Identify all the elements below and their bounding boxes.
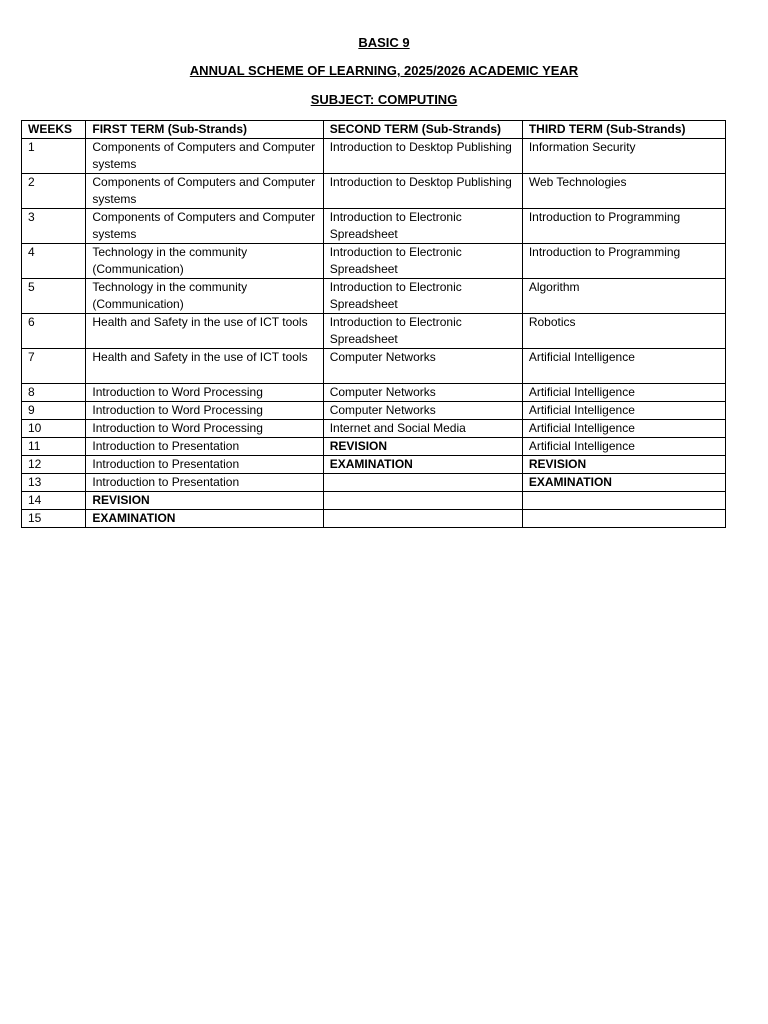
table-row [22, 279, 726, 314]
first-term-cell: Introduction to Presentation [86, 456, 323, 474]
first-term-cell: REVISION [86, 492, 323, 510]
second-term-cell [323, 474, 522, 492]
first-term-cell: EXAMINATION [86, 510, 323, 528]
table-row [22, 510, 726, 528]
week-cell: 4 [22, 244, 86, 279]
first-term-cell: Components of Computers and Computer systems [86, 139, 323, 174]
header-weeks: WEEKS [22, 121, 86, 139]
second-term-cell: Introduction to Electronic Spreadsheet [323, 279, 522, 314]
first-term-cell: Introduction to Word Processing [86, 420, 323, 438]
week-cell: 14 [22, 492, 86, 510]
table-row [22, 384, 726, 402]
week-cell: 2 [22, 174, 86, 209]
week-cell: 11 [22, 438, 86, 456]
third-term-cell: Introduction to Programming [522, 244, 725, 279]
table-row [22, 174, 726, 209]
week-cell: 7 [22, 349, 86, 384]
third-term-cell: Artificial Intelligence [522, 438, 725, 456]
third-term-cell [522, 492, 725, 510]
second-term-cell: Introduction to Desktop Publishing [323, 139, 522, 174]
second-term-cell: Computer Networks [323, 402, 522, 420]
third-term-cell [522, 510, 725, 528]
second-term-cell: Introduction to Electronic Spreadsheet [323, 314, 522, 349]
third-term-cell: Algorithm [522, 279, 725, 314]
first-term-cell: Introduction to Word Processing [86, 384, 323, 402]
document-title: BASIC 9 [358, 35, 410, 50]
second-term-cell [323, 492, 522, 510]
table-row [22, 420, 726, 438]
third-term-cell: Robotics [522, 314, 725, 349]
first-term-cell: Introduction to Presentation [86, 438, 323, 456]
third-term-cell: REVISION [522, 456, 725, 474]
week-cell: 8 [22, 384, 86, 402]
week-cell: 12 [22, 456, 86, 474]
week-cell: 5 [22, 279, 86, 314]
table-header-row [22, 121, 726, 139]
first-term-cell: Introduction to Word Processing [86, 402, 323, 420]
second-term-cell: Computer Networks [323, 349, 522, 384]
table-row [22, 492, 726, 510]
header-third-term: THIRD TERM (Sub-Strands) [522, 121, 725, 139]
table-row [22, 402, 726, 420]
table-row [22, 314, 726, 349]
third-term-cell: Artificial Intelligence [522, 402, 725, 420]
first-term-cell: Health and Safety in the use of ICT tools [86, 349, 323, 384]
table-row [22, 244, 726, 279]
first-term-cell: Introduction to Presentation [86, 474, 323, 492]
table-row [22, 456, 726, 474]
table-row [22, 139, 726, 174]
header-first-term: FIRST TERM (Sub-Strands) [86, 121, 323, 139]
first-term-cell: Components of Computers and Computer systems [86, 209, 323, 244]
second-term-cell: Internet and Social Media [323, 420, 522, 438]
subject-heading: SUBJECT: COMPUTING [310, 92, 458, 107]
table-row [22, 474, 726, 492]
week-cell: 10 [22, 420, 86, 438]
third-term-cell: Artificial Intelligence [522, 349, 725, 384]
third-term-cell: Introduction to Programming [522, 209, 725, 244]
week-cell: 9 [22, 402, 86, 420]
document-subtitle: ANNUAL SCHEME OF LEARNING, 2025/2026 ACADEMIC YEAR [189, 63, 579, 78]
second-term-cell: EXAMINATION [323, 456, 522, 474]
first-term-cell: Health and Safety in the use of ICT tools [86, 314, 323, 349]
first-term-cell: Technology in the community (Communication) [86, 279, 323, 314]
scheme-table [21, 120, 726, 528]
third-term-cell: Artificial Intelligence [522, 420, 725, 438]
second-term-cell: REVISION [323, 438, 522, 456]
week-cell: 1 [22, 139, 86, 174]
week-cell: 13 [22, 474, 86, 492]
second-term-cell: Introduction to Electronic Spreadsheet [323, 244, 522, 279]
third-term-cell: EXAMINATION [522, 474, 725, 492]
week-cell: 6 [22, 314, 86, 349]
first-term-cell: Components of Computers and Computer systems [86, 174, 323, 209]
second-term-cell: Introduction to Desktop Publishing [323, 174, 522, 209]
week-cell: 3 [22, 209, 86, 244]
third-term-cell: Web Technologies [522, 174, 725, 209]
third-term-cell: Artificial Intelligence [522, 384, 725, 402]
first-term-cell: Technology in the community (Communication) [86, 244, 323, 279]
table-row [22, 209, 726, 244]
week-cell: 15 [22, 510, 86, 528]
second-term-cell: Computer Networks [323, 384, 522, 402]
table-row [22, 438, 726, 456]
third-term-cell: Information Security [522, 139, 725, 174]
header-second-term: SECOND TERM (Sub-Strands) [323, 121, 522, 139]
second-term-cell: Introduction to Electronic Spreadsheet [323, 209, 522, 244]
table-row [22, 349, 726, 384]
second-term-cell [323, 510, 522, 528]
